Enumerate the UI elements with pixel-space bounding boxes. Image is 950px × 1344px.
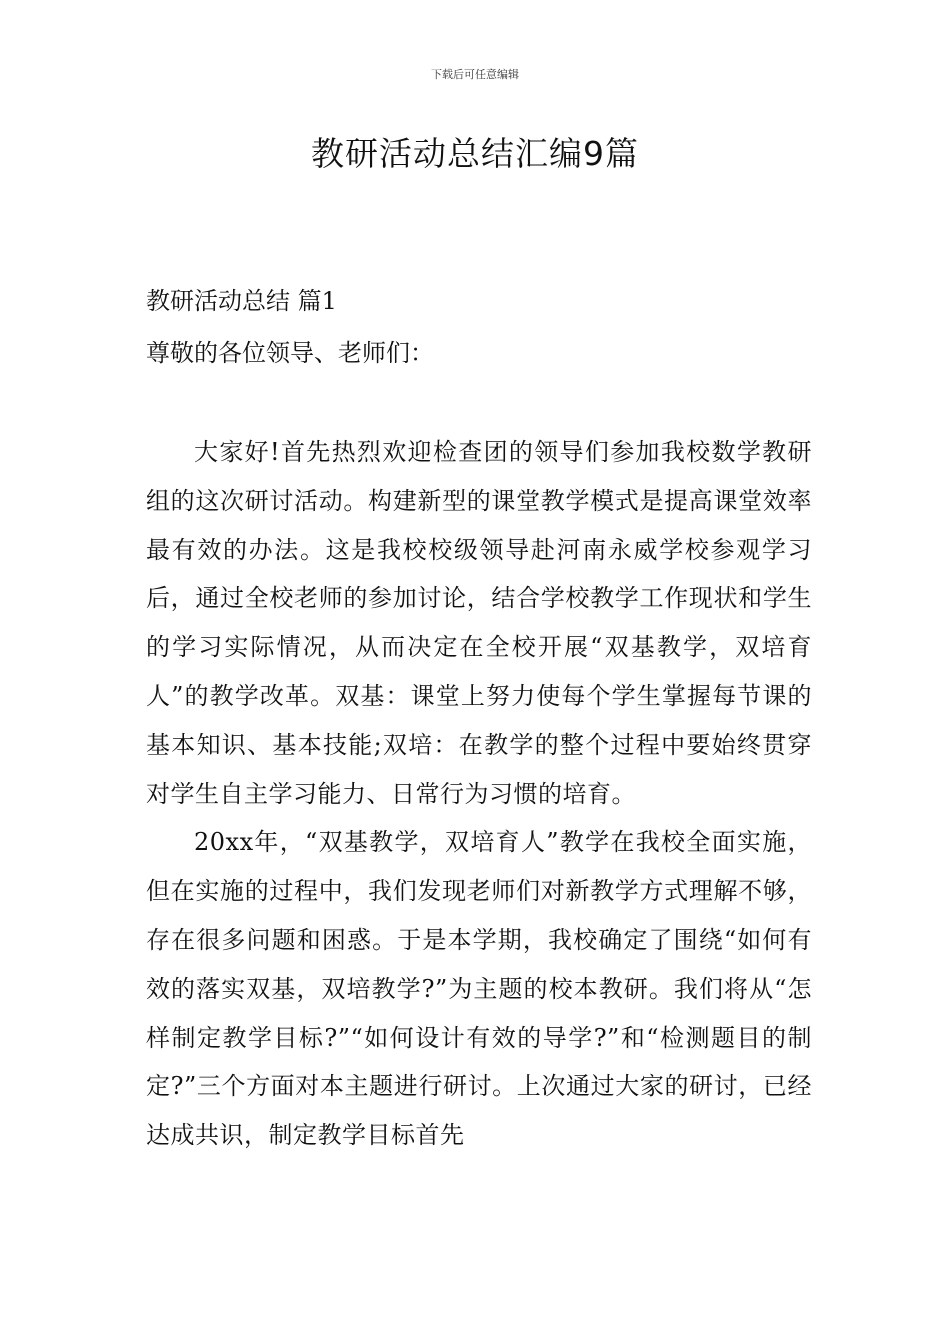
header-note: 下载后可任意编辑	[431, 68, 519, 81]
salutation: 尊敬的各位领导、老师们：	[146, 339, 434, 367]
section-heading: 教研活动总结 篇1	[146, 287, 337, 315]
document-title: 教研活动总结汇编9篇	[311, 134, 639, 173]
paragraph-2: 20xx年，“双基教学，双培育人”教学在我校全面实施，但在实施的过程中，我们发现老师们对新教学方式理解不够，存在很多问题和困惑。于是本学期，我校确定了围绕“如何有效的落实双基，双培教学?”为主题的校本教研。我们将从“怎样制定教学目标?”“如何设计有效的导学?”和“检测题目的制定?”三个方面对本主题进行研讨。上次通过大家的研讨，已经达成共识，制定教学目标首先	[146, 828, 812, 1150]
document-body	[146, 428, 812, 1160]
paragraph-1: 大家好!首先热烈欢迎检查团的领导们参加我校数学教研组的这次研讨活动。构建新型的课堂教学模式是提高课堂效率最有效的办法。这是我校校级领导赴河南永威学校参观学习后，通过全校老师的参加讨论，结合学校教学工作现状和学生的学习实际情况，从而决定在全校开展“双基教学，双培育人”的教学改革。双基：课堂上努力使每个学生掌握每节课的基本知识、基本技能;双培：在教学的整个过程中要始终贯穿对学生自主学习能力、日常行为习惯的培育。	[146, 438, 812, 808]
